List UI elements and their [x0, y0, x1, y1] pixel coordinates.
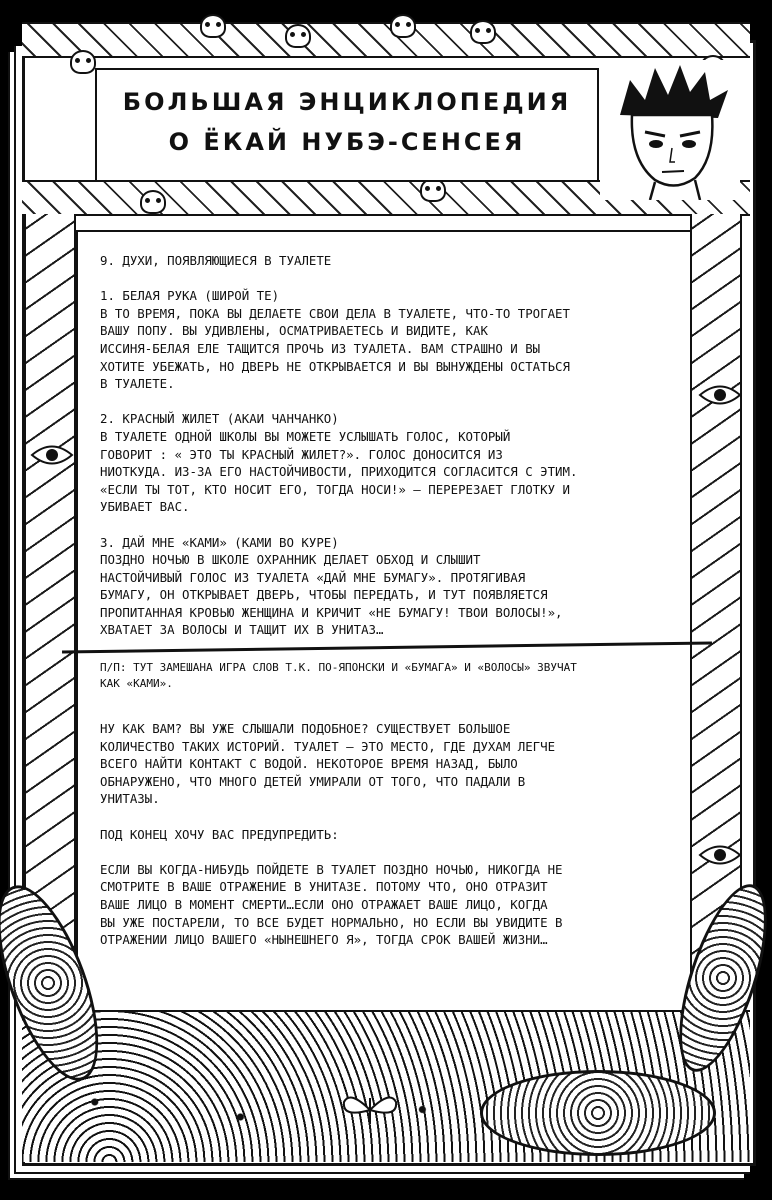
skull-icon	[285, 24, 311, 48]
section-title: 9. ДУХИ, ПОЯВЛЯЮЩИЕСЯ В ТУАЛЕТЕ	[100, 253, 332, 268]
closing-paragraph-1: НУ КАК ВАМ? ВЫ УЖЕ СЛЫШАЛИ ПОДОБНОЕ? СУЩЕСТВУЕТ БОЛЬШОЕ КОЛИЧЕСТВО ТАКИХ ИСТОРИЙ. ТУАЛЕТ – ЭТО МЕСТО, ГДЕ ДУХАМ ЛЕГЧЕ ВСЕГО НАЙТИ КОНТАКТ С ВОДОЙ. НЕКОТОРОЕ ВРЕМЯ НАЗАД, БЫЛО ОБНАРУЖЕНО, ЧТО МНОГО ДЕТЕЙ УМИРАЛИ ОТ ТОГО, ЧТО ПАДАЛИ В УНИТАЗЫ.	[100, 721, 556, 807]
entry-2-text: В ТУАЛЕТЕ ОДНОЙ ШКОЛЫ ВЫ МОЖЕТЕ УСЛЫШАТЬ ГОЛОС, КОТОРЫЙ ГОВОРИТ : « ЭТО ТЫ КРАСНЫЙ ЖИЛЕТ?». ГОЛОС ДОНОСИТСЯ ИЗ НИОТКУДА. ИЗ-ЗА ЕГО НАСТОЙЧИВОСТИ, ПРИХОДИТСЯ СОГЛАСИТСЯ С ЭТИМ. «ЕСЛИ ТЫ ТОТ, КТО НОСИТ ЕГО, ТОГДА НОСИ!» – ПЕРЕРЕЗАЕТ ГЛОТКУ И УБИВАЕТ ВАС.	[100, 428, 578, 515]
entry-2	[100, 410, 675, 516]
skull-icon	[140, 190, 166, 214]
entry-2-title: 2. КРАСНЫЙ ЖИЛЕТ (АКАИ ЧАНЧАНКО)	[100, 411, 339, 427]
title-card	[95, 68, 599, 182]
eye-icon	[698, 840, 742, 870]
skull-icon	[70, 50, 96, 74]
skull-icon	[390, 14, 416, 38]
entry-3-title: 3. ДАЙ МНЕ «КАМИ» (КАМИ ВО КУРЕ)	[100, 534, 339, 550]
butterfly-icon	[340, 1090, 400, 1130]
closing-text	[100, 720, 675, 966]
article-content	[100, 252, 675, 657]
entry-1-text: В ТО ВРЕМЯ, ПОКА ВЫ ДЕЛАЕТЕ СВОИ ДЕЛА В ТУАЛЕТЕ, ЧТО-ТО ТРОГАЕТ ВАШУ ПОПУ. ВЫ УДИВЛЕНЫ, ОСМАТРИВАЕТЕСЬ И ВИДИТЕ, КАК ИССИНЯ-БЕЛАЯ ЕЛЕ ТАЩИТСЯ ПРОЧЬ ИЗ ТУАЛЕТА. ВАМ СТРАШНО И ВЫ ХОТИТЕ УБЕЖАТЬ, НО ДВЕРЬ НЕ ОТКРЫВАЕТСЯ И ВЫ ВЫНУЖДЕНЫ ОСТАТЬСЯ В ТУАЛЕТЕ.	[100, 305, 570, 392]
skull-icon	[200, 14, 226, 38]
page-title-line-2: О ЁКАЙ НУБЭ-СЕНСЕЯ	[168, 128, 526, 156]
tentacle-bottom	[480, 1070, 716, 1156]
entry-3	[100, 534, 675, 640]
entry-1	[100, 287, 675, 393]
eye-icon	[698, 380, 742, 410]
closing-paragraph-3: ЕСЛИ ВЫ КОГДА-НИБУДЬ ПОЙДЕТЕ В ТУАЛЕТ ПОЗДНО НОЧЬЮ, НИКОГДА НЕ СМОТРИТЕ В ВАШЕ ОТРАЖЕНИЕ В УНИТАЗЕ. ПОТОМУ ЧТО, ОНО ОТРАЗИТ ВАШЕ ЛИЦО В МОМЕНТ СМЕРТИ…ЕСЛИ ОНО ОТРАЖАЕТ ВАШЕ ЛИЦО, КОГДА ВЫ УЖЕ ПОСТАРЕЛИ, ТО ВСЕ БУДЕТ НОРМАЛЬНО, НО ЕСЛИ ВЫ УВИДИТЕ В ОТРАЖЕНИИ ЛИЦО ВАШЕГО «НЫНЕШНЕГО Я», ТОГДА СРОК ВАШЕЙ ЖИЗНИ…	[100, 861, 563, 948]
entry-3-text: ПОЗДНО НОЧЬЮ В ШКОЛЕ ОХРАННИК ДЕЛАЕТ ОБХОД И СЛЫШИТ НАСТОЙЧИВЫЙ ГОЛОС ИЗ ТУАЛЕТА «ДАЙ МНЕ БУМАГУ». ПРОТЯГИВАЯ БУМАГУ, ОН ОТКРЫВАЕТ ДВЕРЬ, ЧТОБЫ ПЕРЕДАТЬ, И ТУТ ПОЯВЛЯЕТСЯ ПРОПИТАННАЯ КРОВЬЮ ЖЕНЩИНА И КРИЧИТ «НЕ БУМАГУ! ТВОИ ВОЛОСЫ!», ХВАТАЕТ ЗА ВОЛОСЫ И ТАЩИТ ИХ В УНИТАЗ…	[100, 552, 563, 638]
character-portrait-illustration	[600, 60, 740, 200]
skull-icon	[470, 20, 496, 44]
top-bones-border	[22, 22, 750, 58]
entry-1-title: 1. БЕЛАЯ РУКА (ШИРОЙ ТЕ)	[100, 288, 280, 304]
translator-note: П/П: ТУТ ЗАМЕШАНА ИГРА СЛОВ Т.К. ПО-ЯПОНСКИ И «БУМАГА» И «ВОЛОСЫ» ЗВУЧАТ КАК «КАМИ».	[100, 661, 577, 690]
closing-paragraph-2: ПОД КОНЕЦ ХОЧУ ВАС ПРЕДУПРЕДИТЬ:	[100, 826, 339, 842]
page-title-line-1: БОЛЬШАЯ ЭНЦИКЛОПЕДИЯ	[122, 88, 572, 116]
eye-icon	[30, 440, 74, 470]
